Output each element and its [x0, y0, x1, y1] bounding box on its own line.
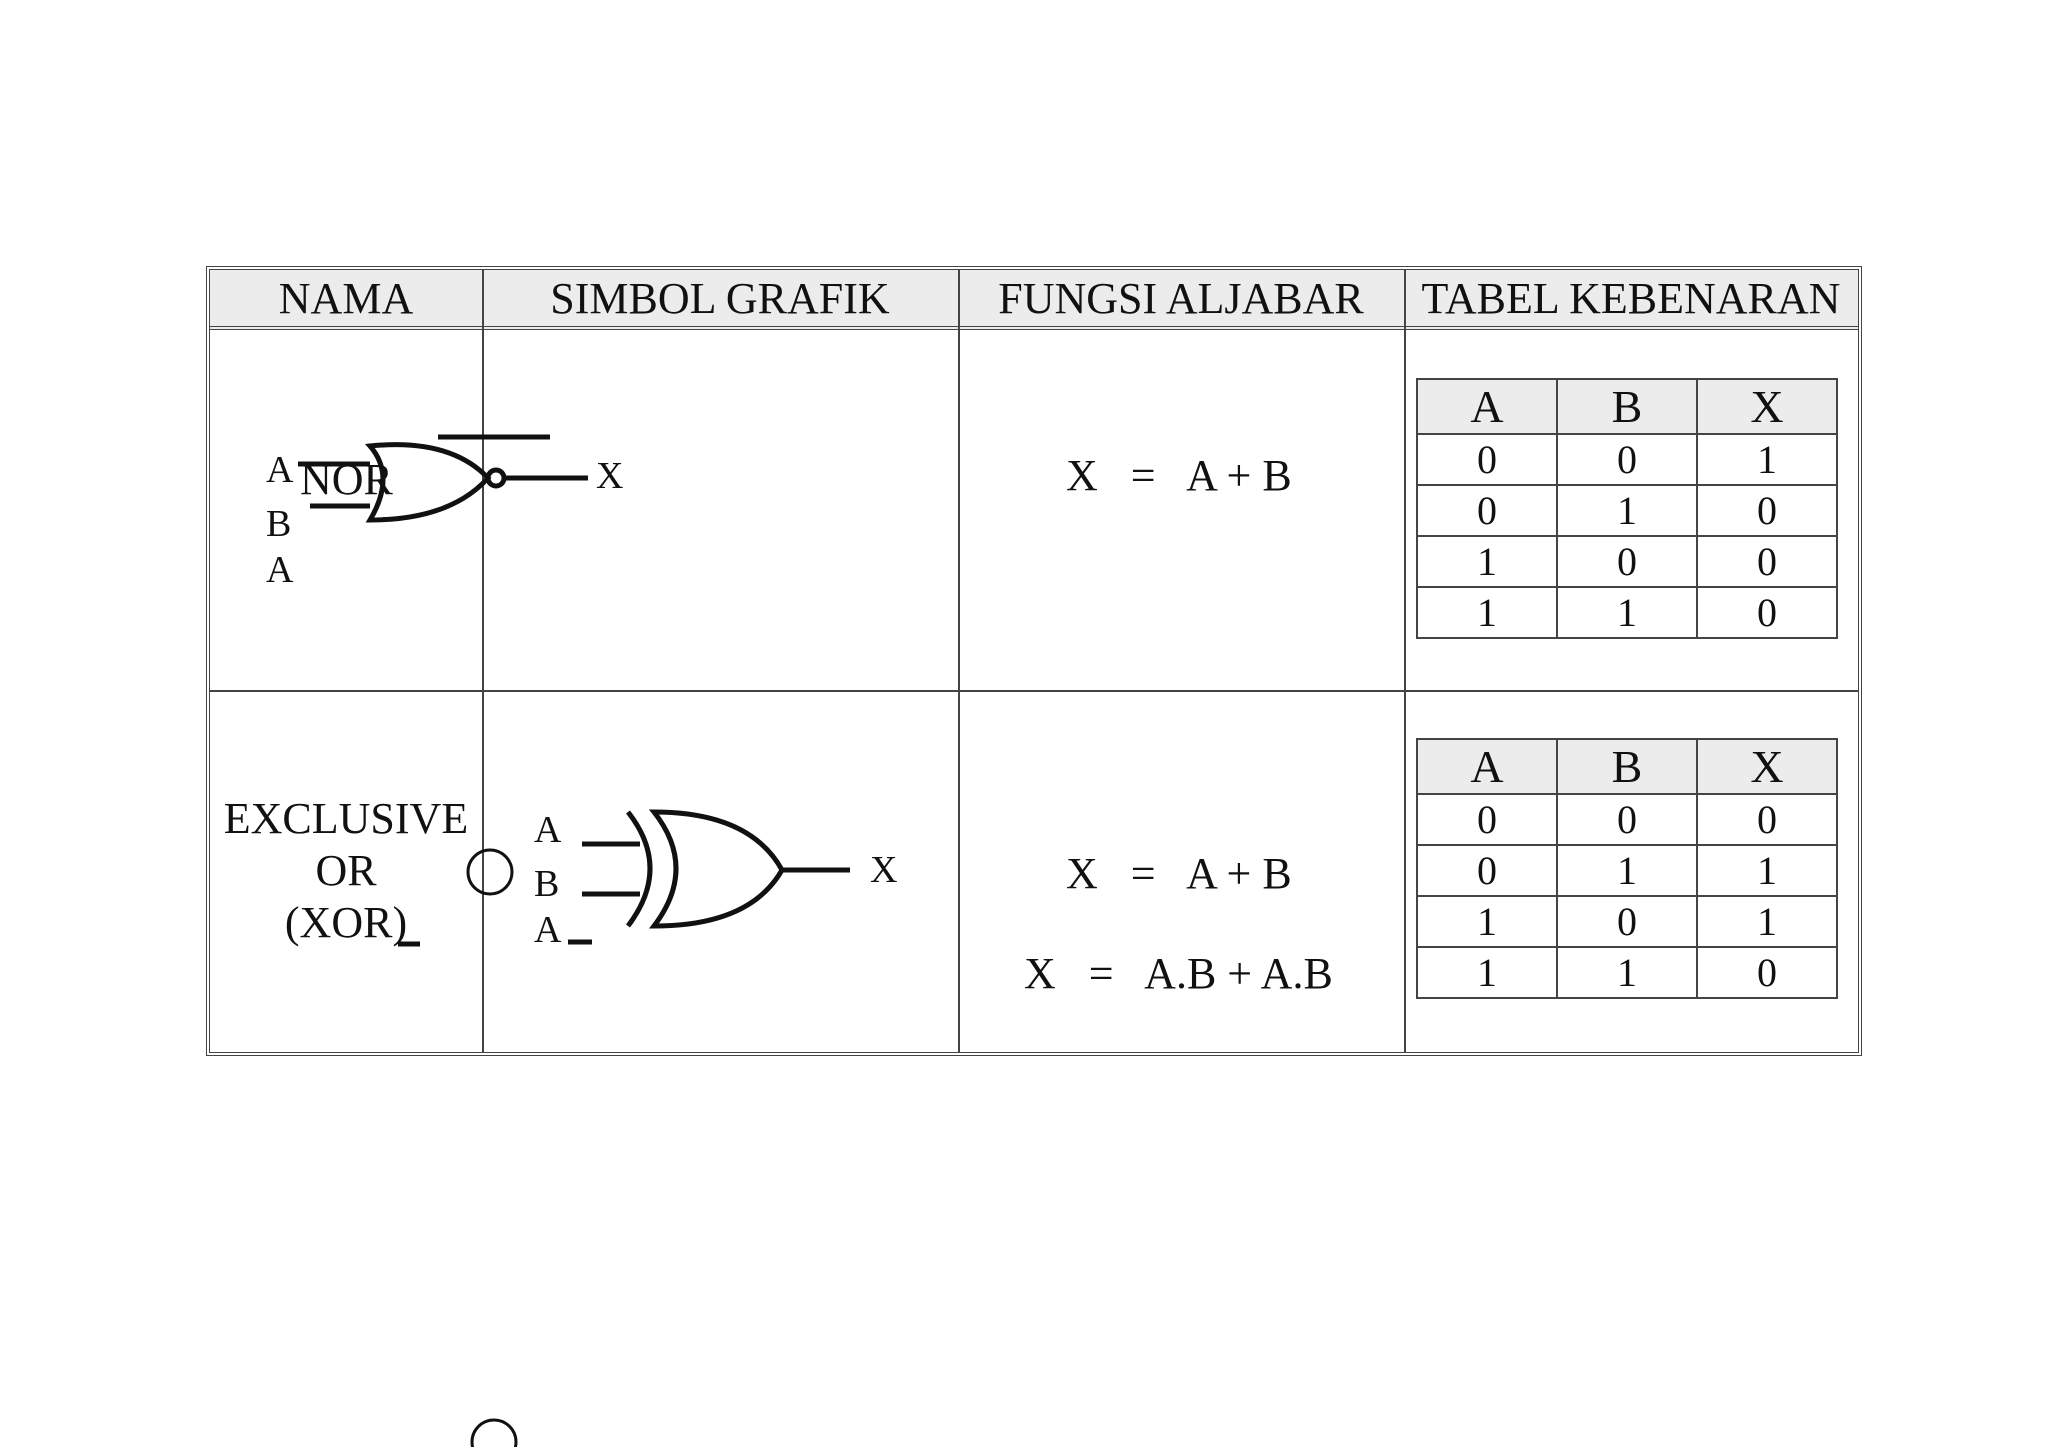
input-label-b: B	[266, 503, 292, 545]
algebra-formula: X = A + B	[1066, 451, 1292, 500]
tt-cell: 1	[1557, 845, 1697, 896]
tt-cell: 0	[1557, 794, 1697, 845]
header-row	[210, 270, 1858, 330]
tt-cell: 0	[1697, 587, 1837, 638]
header-nama: NAMA	[278, 273, 414, 323]
input-label-a: A	[534, 809, 562, 851]
tt-cell: 0	[1697, 947, 1837, 998]
gate-name-line: OR	[315, 846, 377, 895]
output-label-x: X	[870, 849, 898, 891]
truth-table-xor	[1416, 738, 1838, 999]
tt-cell: 1	[1417, 587, 1557, 638]
tt-col-x: X	[1697, 739, 1837, 794]
table-row	[1417, 434, 1837, 485]
table-row	[1417, 947, 1837, 998]
tt-cell: 0	[1697, 536, 1837, 587]
tt-cell: 0	[1697, 485, 1837, 536]
tt-cell: 1	[1697, 845, 1837, 896]
table-row	[1417, 845, 1837, 896]
tt-cell: 0	[1417, 845, 1557, 896]
table-row	[1417, 536, 1837, 587]
algebra-formula: X = A.B + A.B	[1024, 949, 1333, 998]
gate-name-line: (XOR)	[284, 898, 408, 947]
tt-cell: 0	[1417, 485, 1557, 536]
table-row	[1417, 794, 1837, 845]
row-xor	[210, 692, 1858, 1050]
tt-cell: 0	[1417, 434, 1557, 485]
tt-cell: 1	[1697, 434, 1837, 485]
row-nor	[210, 330, 1858, 692]
table-row	[1417, 587, 1837, 638]
input-label-a: A	[534, 909, 562, 951]
tt-cell: 1	[1557, 587, 1697, 638]
gate-name-nor: NOR	[300, 455, 393, 504]
tt-cell: 1	[1417, 536, 1557, 587]
header-tabel-kebenaran: TABEL KEBENARAN	[1421, 273, 1841, 323]
tt-cell: 0	[1417, 794, 1557, 845]
tt-cell: 0	[1557, 536, 1697, 587]
gate-name-line: EXCLUSIVE	[223, 794, 469, 843]
logic-gates-table	[206, 266, 1862, 1056]
tt-col-a: A	[1417, 739, 1557, 794]
xor-gate-icon	[210, 692, 910, 1050]
tt-cell: 0	[1557, 896, 1697, 947]
tt-cell: 0	[1557, 434, 1697, 485]
tt-cell: 1	[1417, 896, 1557, 947]
tt-cell: 1	[1417, 947, 1557, 998]
header-simbol-grafik: SIMBOL GRAFIK	[550, 273, 890, 323]
tt-cell: 1	[1557, 947, 1697, 998]
header-fungsi-aljabar: FUNGSI ALJABAR	[998, 273, 1364, 323]
input-label-b: B	[534, 863, 560, 905]
tt-col-a: A	[1417, 379, 1557, 434]
tt-cell: 1	[1697, 896, 1837, 947]
tt-col-x: X	[1697, 379, 1837, 434]
input-label-a: A	[266, 549, 294, 591]
table-row	[1417, 896, 1837, 947]
input-label-a: A	[266, 449, 294, 491]
algebra-formula: X = A + B	[1066, 849, 1292, 898]
circle-marker-icon	[470, 1418, 520, 1447]
table-row	[1417, 485, 1837, 536]
tt-cell: 1	[1557, 485, 1697, 536]
truth-table-nor	[1416, 378, 1838, 639]
tt-col-b: B	[1557, 379, 1697, 434]
nor-gate-icon	[210, 330, 810, 690]
tt-cell: 0	[1697, 794, 1837, 845]
output-label-x: X	[596, 455, 624, 497]
tt-col-b: B	[1557, 739, 1697, 794]
